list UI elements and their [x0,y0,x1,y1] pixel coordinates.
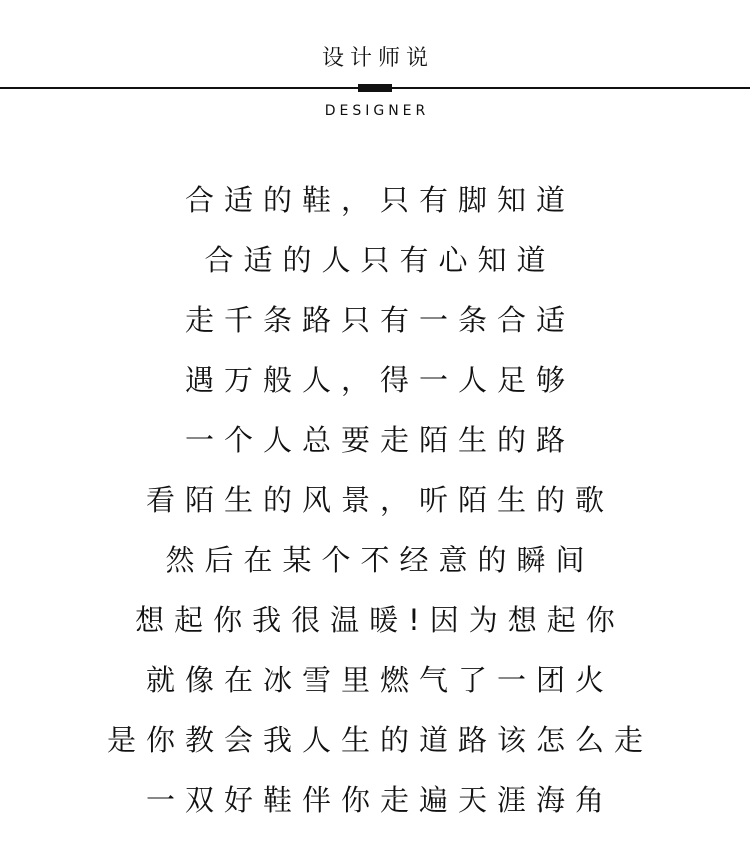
poem-text [0,170,750,830]
poem-line: 是你教会我人生的道路该怎么走 [106,723,653,757]
poem-line: 遇万般人，得一人足够 [184,363,575,397]
poem-line: 合适的人只有心知道 [204,243,556,277]
poem-line: 看陌生的风景，听陌生的歌 [145,483,614,517]
poem-line: 合适的鞋，只有脚知道 [184,183,575,217]
poem-line: 一双好鞋伴你走遍天涯海角 [145,783,614,817]
header-divider-accent [358,84,392,92]
section-title: 设计师说 [321,46,434,71]
poem-line: 就像在冰雪里燃气了一团火 [145,663,614,697]
section-subtitle: DESIGNER [324,103,430,119]
poem-line: 一个人总要走陌生的路 [184,423,575,457]
poem-line: 然后在某个不经意的瞬间 [165,543,595,577]
poem-line: 想起你我很温暖!因为想起你 [135,603,625,637]
poem-line: 走千条路只有一条合适 [184,303,575,337]
